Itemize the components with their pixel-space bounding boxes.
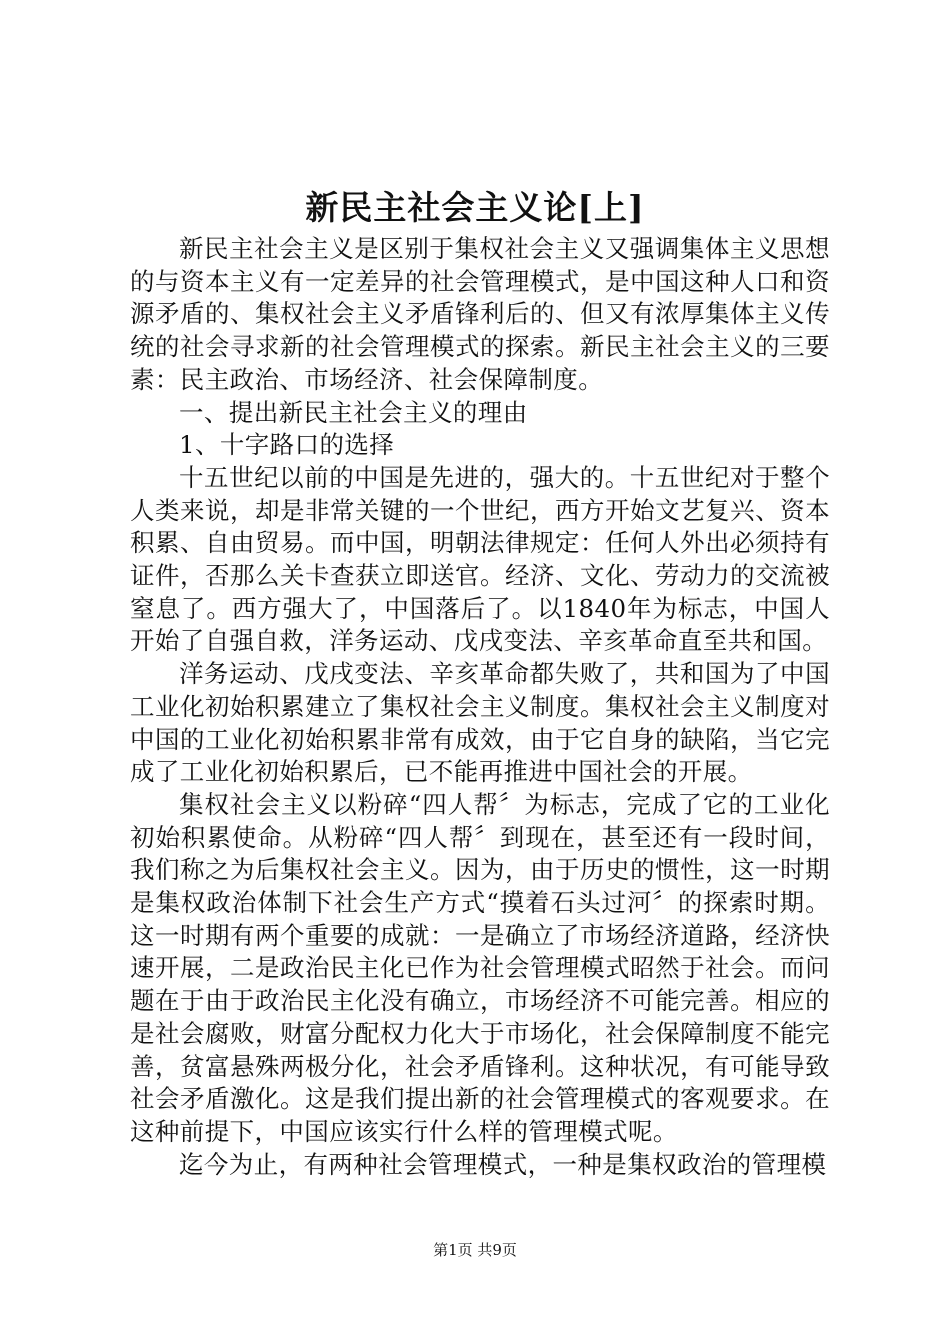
document-title: 新民主社会主义论[上]	[305, 188, 645, 227]
section-heading: 一、提出新民主社会主义的理由	[179, 397, 528, 427]
subsection-heading: 1、十字路口的选择	[179, 430, 395, 460]
paragraph: 集权社会主义以粉碎“四人帮〞为标志，完成了它的工业化初始积累使命。从粉碎“四人帮〞到现在，甚至还有一段时间，我们称之为后集权社会主义。因为，由于历史的惯性，这一时期是集权政治体制下社会生产方式“摸着石头过河〞的探索时期。这一时期有两个重要的成就：一是确立了市场经济道路，经济快速开展，二是政治民主化已作为社会管理模式昭然于社会。而问题在于由于政治民主化没有确立，市场经济不可能完善。相应的是社会腐败，财富分配权力化大于市场化，社会保障制度不能完善，贫富悬殊两极分化，社会矛盾锋利。这种状况，有可能导致社会矛盾激化。这是我们提出新的社会管理模式的客观要求。在这种前提下，中国应该实行什么样的管理模式呢。	[130, 789, 830, 1146]
page-footer: 第1页 共9页	[433, 1241, 517, 1259]
paragraph: 十五世纪以前的中国是先进的，强大的。十五世纪对于整个人类来说，却是非常关键的一个世纪，西方开始文艺复兴、资本积累、自由贸易。而中国，明朝法律规定：任何人外出必须持有证件，否那么关卡查获立即送官。经济、文化、劳动力的交流被窒息了。西方强大了，中国落后了。以1840年为标志，中国人开始了自强自救，洋务运动、戊戌变法、辛亥革命直至共和国。	[130, 462, 830, 656]
paragraph: 迄今为止，有两种社会管理模式，一种是集权政治的管理模	[179, 1149, 827, 1179]
document-body	[130, 233, 830, 1181]
paragraph: 洋务运动、戊戌变法、辛亥革命都失败了，共和国为了中国工业化初始积累建立了集权社会主义制度。集权社会主义制度对中国的工业化初始积累非常有成效，由于它自身的缺陷，当它完成了工业化初始积累后，已不能再推进中国社会的开展。	[130, 659, 830, 787]
paragraph: 新民主社会主义是区别于集权社会主义又强调集体主义思想的与资本主义有一定差异的社会管理模式，是中国这种人口和资源矛盾的、集权社会主义矛盾锋利后的、但又有浓厚集体主义传统的社会寻求新的社会管理模式的探索。新民主社会主义的三要素：民主政治、市场经济、社会保障制度。	[130, 234, 830, 394]
